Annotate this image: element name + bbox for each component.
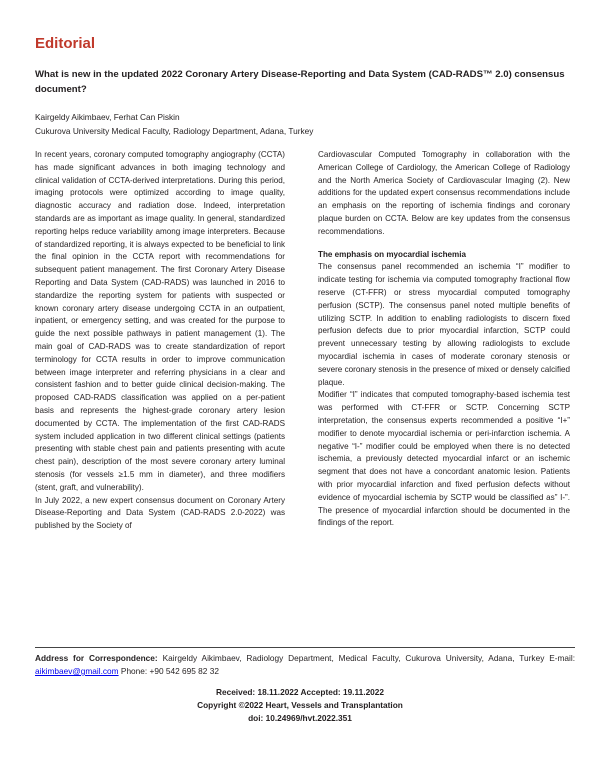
doi: doi: 10.24969/hvt.2022.351 xyxy=(248,713,352,723)
copyright: Copyright ©2022 Heart, Vessels and Transplantation xyxy=(197,700,403,710)
correspondence-text: Kairgeldy Aikimbaev, Radiology Department, Medical Faculty, Cukurova University, Adana, Turkey E-mail: xyxy=(162,653,576,663)
section-label: Editorial xyxy=(35,35,96,52)
correspondence-label: Address for Correspondence: xyxy=(35,653,158,663)
right-column xyxy=(318,149,570,530)
paragraph: The consensus panel recommended an ischemia “I” modifier to indicate testing for ischemia via computed tomography fractional flow reserve (CT-FFR) or stress myocardial computed tomography perfusion (SCTP). The consensus panel noted multiple benefits of utilizing SCTP. In addition to enabling radiologists to discern fixed perfusion defects due to prior myocardial infarction, SCTP could prevent unnecessary testing by allowing radiologists to exclude myocardial ischemia in cases of moderate coronary stenosis or severe coronary stenosis in the presence of mixed or densely calcified plaque. xyxy=(318,262,570,387)
footer-divider xyxy=(35,647,575,648)
article-title: What is new in the updated 2022 Coronary Artery Disease-Reporting and Data System (CAD-RADS™ 2.0) consensus document? xyxy=(35,69,565,95)
paragraph: Modifier “I” indicates that computed tomography-based ischemia test was performed with CT-FFR or SCTP. Concerning SCTP interpretation, the consensus experts recommended a positive “I+” modifier to denote myocardial ischemia or peri-infarction ischemia. A negative “I-” modifier could be employed when there is no detected ischemia, a previously detected myocardial infarct or an ischemic segment that does not have a concordant anatomic lesion. Patients with prior myocardial infarction and fixed perfusion defects without evidence of myocardial ischemia by SCTP would be classified as” I-”. The presence of myocardial infarction should be documented in the findings of the report. xyxy=(318,390,570,528)
phone: Phone: +90 542 695 82 32 xyxy=(120,666,219,676)
email-link[interactable]: aikimbaev@gmail.com xyxy=(35,666,119,676)
paragraph: In July 2022, a new expert consensus document on Coronary Artery Disease-Reporting and Data System (CAD-RADS 2.0-2022) was published by the Society of xyxy=(35,495,285,531)
affiliation: Cukurova University Medical Faculty, Radiology Department, Adana, Turkey xyxy=(35,126,314,136)
subheading: The emphasis on myocardial ischemia xyxy=(318,249,466,259)
left-column xyxy=(35,149,285,533)
paragraph: Cardiovascular Computed Tomography in collaboration with the American College of Cardiology, the American College of Radiology and the North America Society of Cardiovascular Imaging (2). New additions for the updated expert consensus recommendations include an emphasis on the reporting of ischemia findings and coronary plaque burden on CCTA. Below are key updates from the consensus recommendations. xyxy=(318,150,570,236)
correspondence-block xyxy=(35,652,575,678)
paragraph: In recent years, coronary computed tomography angiography (CCTA) has made significant advances in both imaging technology and clinical validation of CCTA-derived interpretations. During this period, imaging protocols were optimized according to image quality, diagnostic accuracy and radiation dose. Indeed, interpretation standards are as important as image quality. In general, standardized reporting helps reduce variability among image interpreters. Because of standardized reporting, it is always expected to be beneficial to link the final opinion in the CCTA report with recommendations for subsequent patient management. The first Coronary Artery Disease Reporting and Data System (CAD-RADS) was launched in 2016 to standardize the reporting system for patients with suspected or known coronary artery disease undergoing CCTA in an outpatient, inpatient, or emergency setting, and was created for the purpose to guide the next possible pathways in patient management (1). The main goal of CAD-RADS was to create standardization of report terminology for CCTA results in order to improve communication between image interpreter and referring physicians in a clear and consistent fashion and to better guide clinical decision-making. The proposed CAD-RADS classification was applied on a per-patient basis and represents the highest-grade coronary artery lesion documented by CCTA. The implementation of the first CAD-RADS system included application in two different clinical settings (patients presenting with stable chest pain and patients presenting with acute chest pain), description of the most severe coronary artery luminal stenosis (for vessels ≥1.5 mm in diameter), and three modifiers (stent, graft, and vulnerability). xyxy=(35,150,285,492)
authors: Kairgeldy Aikimbaev, Ferhat Can Piskin xyxy=(35,112,180,122)
dates: Received: 18.11.2022 Accepted: 19.11.2022 xyxy=(215,687,385,697)
